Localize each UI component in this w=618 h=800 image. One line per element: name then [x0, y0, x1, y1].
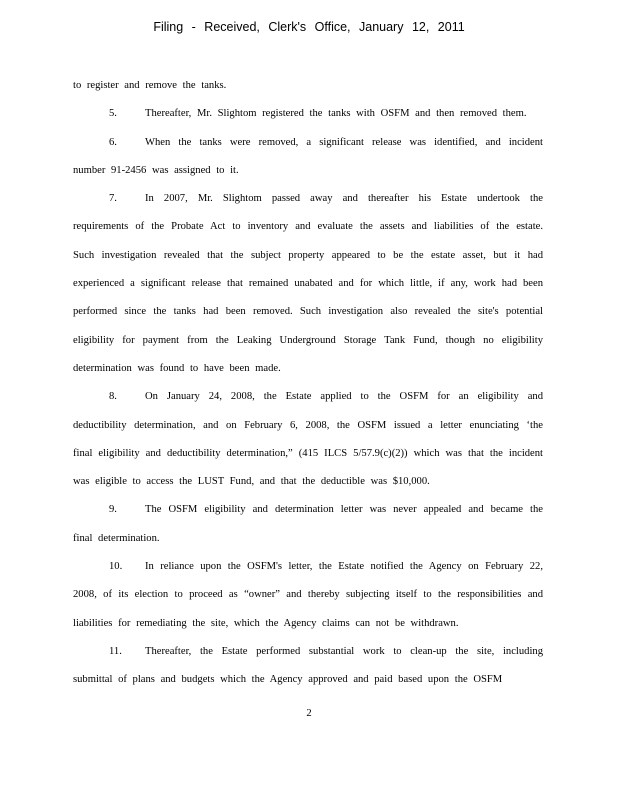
paragraph-11	[73, 638, 543, 695]
paragraph-text: The OSFM eligibility and determination letter was never appealed and became the final determination.	[73, 504, 543, 544]
paragraph-text: When the tanks were removed, a significant release was identified, and incident number 91-2456 was assigned to it.	[73, 136, 543, 176]
paragraph-number: 5.	[109, 108, 117, 120]
paragraph-7	[73, 185, 543, 383]
paragraph-5	[73, 100, 543, 128]
paragraph-text: Thereafter, Mr. Slightom registered the tanks with OSFM and then removed them.	[145, 108, 527, 120]
page-number: 2	[306, 708, 312, 719]
filing-header: Filing - Received, Clerk's Office, January 12, 2011	[153, 20, 465, 34]
paragraph-10	[73, 553, 543, 638]
paragraph-number: 10.	[109, 561, 123, 573]
paragraph-6	[73, 129, 543, 186]
paragraph-continuation	[73, 72, 543, 100]
document-body	[73, 72, 543, 695]
paragraph-number: 6.	[109, 136, 117, 148]
paragraph-number: 8.	[109, 391, 117, 403]
paragraph-9	[73, 496, 543, 553]
paragraph-8	[73, 383, 543, 496]
paragraph-number: 9.	[109, 504, 117, 516]
paragraph-text: to register and remove the tanks.	[73, 80, 227, 91]
paragraph-text: In reliance upon the OSFM's letter, the Estate notified the Agency on February 22, 2008, of its election to proceed as “owner” and thereby subjecting itself to the responsibilities and liabilities for remediating the site, which the Agency claims can not be withdrawn.	[73, 561, 543, 629]
paragraph-number: 7.	[109, 193, 117, 205]
paragraph-text: In 2007, Mr. Slightom passed away and thereafter his Estate undertook the requirements of the Probate Act to inventory and evaluate the assets and liabilities of the estate. Such investigation revealed that the subject property appeared to be the estate asset, but it had experienced a significant release that remained unabated and for which little, if any, work had been performed since the tanks had been removed. Such investigation also revealed the site's potential eligibility for payment from the Leaking Underground Storage Tank Fund, though no eligibility determination was found to have been made.	[73, 193, 543, 374]
paragraph-text: Thereafter, the Estate performed substantial work to clean-up the site, including submittal of plans and budgets which the Agency approved and paid based upon the OSFM	[73, 645, 543, 686]
paragraph-number: 11.	[109, 645, 122, 657]
paragraph-text: On January 24, 2008, the Estate applied to the OSFM for an eligibility and deductibility determination, and on February 6, 2008, the OSFM issued a letter enunciating ‘the final eligibility and deductibility determination,” (415 ILCS 5/57.9(c)(2)) which was that the incident was eligible to access the LUST Fund, and that the deductible was $10,000.	[73, 391, 543, 488]
